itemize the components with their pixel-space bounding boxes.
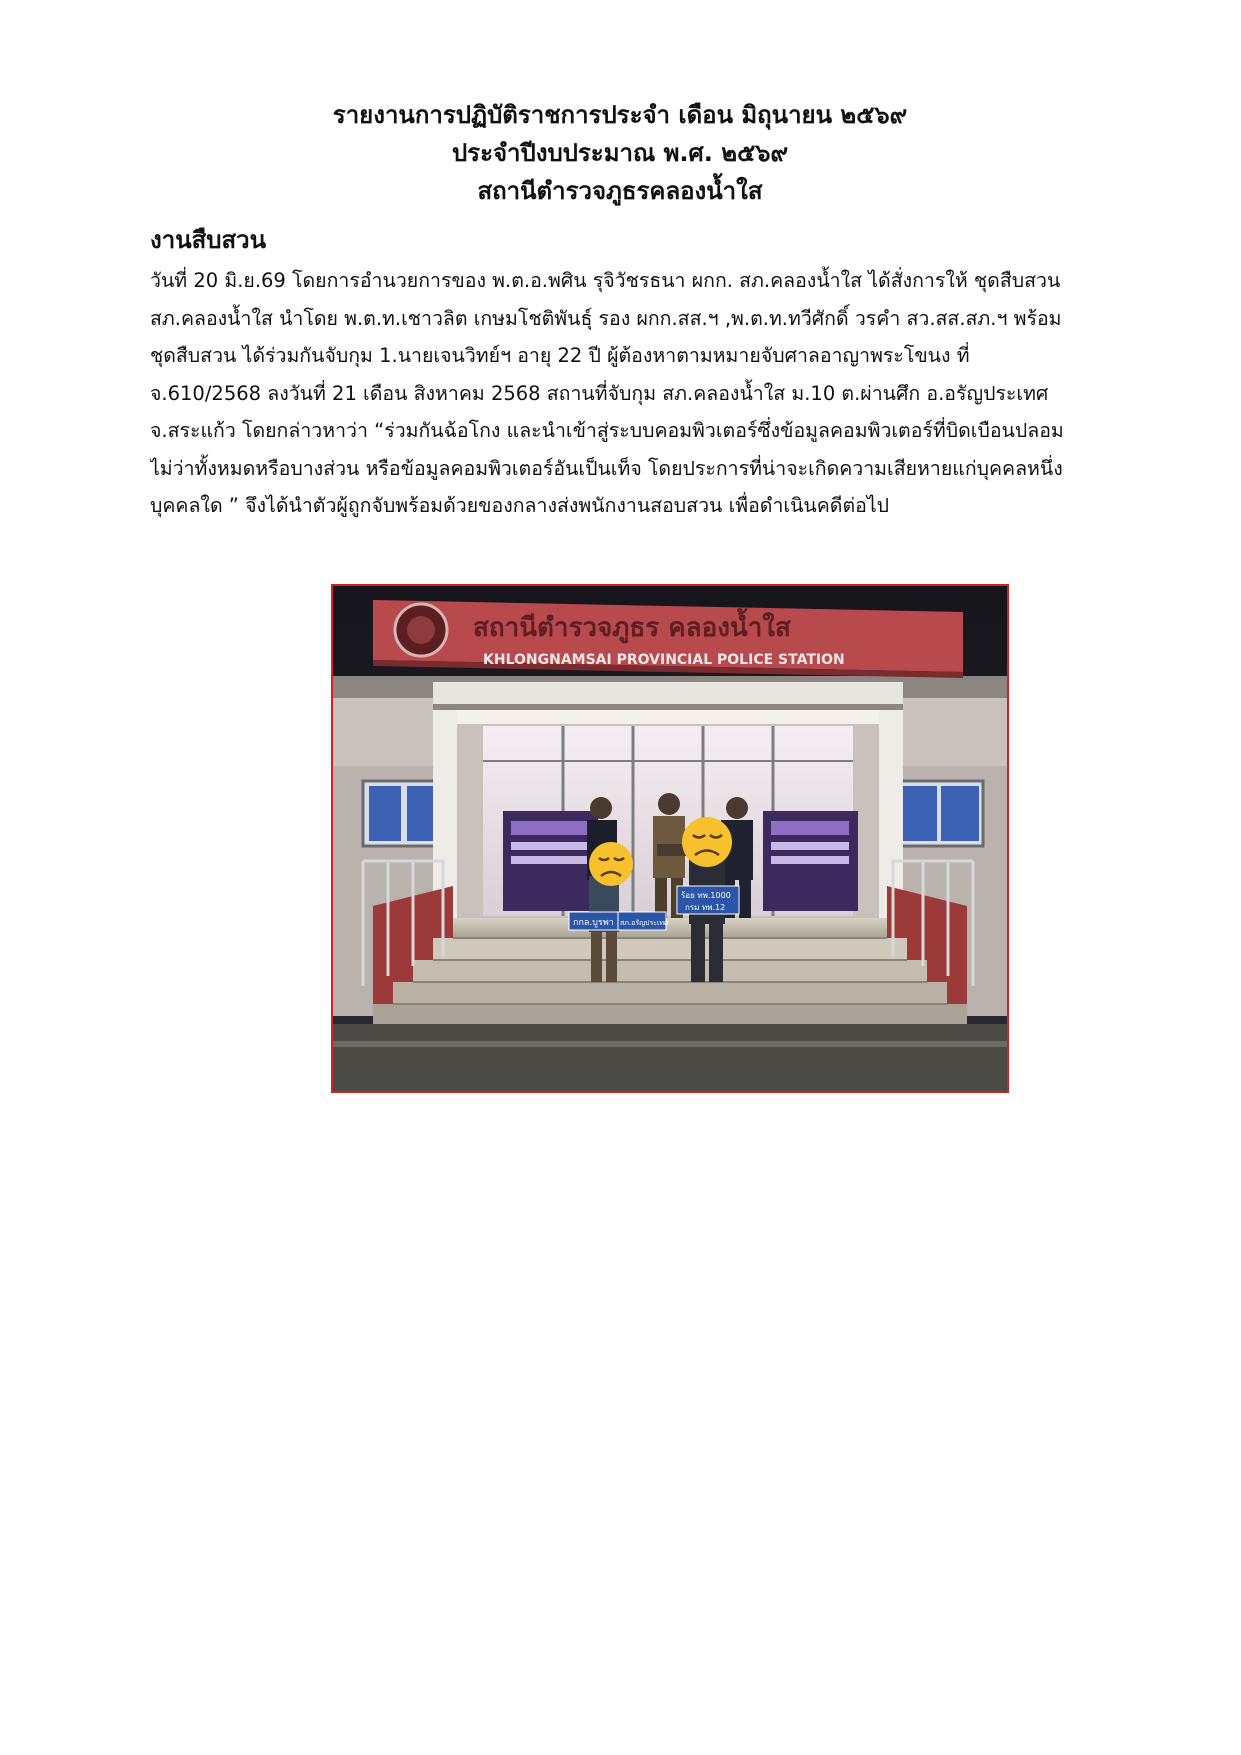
arrest-photo xyxy=(331,584,1009,1093)
disappointed-face-icon xyxy=(682,817,732,867)
police-station-sign xyxy=(373,600,963,678)
placard-left-1: กกล.บูรพา xyxy=(573,918,614,928)
placard-right-1: ร้อย ทพ.1000 xyxy=(681,891,731,900)
heading-title: รายงานการปฏิบัติราชการประจำ เดือน มิถุนายน ๒๕๖๙ xyxy=(332,101,908,129)
section-title: งานสืบสวน xyxy=(150,226,267,254)
body-line-5: จ.สระแก้ว โดยกล่าวหาว่า “ร่วมกันฉ้อโกง และนำเข้าสู่ระบบคอมพิวเตอร์ซึ่งข้อมูลคอมพิวเตอร์ที่บิดเบือนปลอม xyxy=(150,419,1064,442)
placard-left-2: สภ.อรัญประเทศ xyxy=(620,919,669,927)
sign-text-thai: สถานีตำรวจภูธร คลองน้ำใส xyxy=(473,613,791,643)
body-line-2: สภ.คลองน้ำใส นำโดย พ.ต.ท.เชาวลิต เกษมโชติพันธุ์ รอง ผกก.สส.ฯ ,พ.ต.ท.ทวีศักดิ์ วรคำ สว.สส.สภ.ฯ พร้อม xyxy=(150,306,1062,330)
heading-fiscal-year: ประจำปีงบประมาณ พ.ศ. ๒๕๖๙ xyxy=(451,139,789,167)
body-line-4: จ.610/2568 ลงวันที่ 21 เดือน สิงหาคม 2568 สถานที่จับกุม สภ.คลองน้ำใส ม.10 ต.ผ่านศึก อ.อรัญประเทศ xyxy=(150,381,1049,405)
report-heading xyxy=(150,96,1090,210)
placard-right-2: กรม ทพ.12 xyxy=(685,903,726,912)
report-body xyxy=(150,262,1090,525)
disappointed-face-icon xyxy=(589,842,633,886)
body-line-7: บุคคลใด ” จึงได้นำตัวผู้ถูกจับพร้อมด้วยของกลางส่งพนักงานสอบสวน เพื่อดำเนินคดีต่อไป xyxy=(150,494,890,517)
body-line-3: ชุดสืบสวน ได้ร่วมกันจับกุม 1.นายเจนวิทย์ฯ อายุ 22 ปี ผู้ต้องหาตามหมายจับศาลอาญาพระโขนง ที่ xyxy=(150,344,970,367)
body-line-1: วันที่ 20 มิ.ย.69 โดยการอำนวยการของ พ.ต.อ.พศิน รุจิวัชรธนา ผกก. สภ.คลองน้ำใส ได้สั่งการให้ ชุดสืบสวน xyxy=(150,269,1061,292)
heading-station: สถานีตำรวจภูธรคลองน้ำใส xyxy=(477,177,763,205)
body-line-6: ไม่ว่าทั้งหมดหรือบางส่วน หรือข้อมูลคอมพิวเตอร์อันเป็นเท็จ โดยประการที่น่าจะเกิดความเสียหายแก่บุคคลหนึ่ง xyxy=(150,456,1063,480)
sign-text-english: KHLONGNAMSAI PROVINCIAL POLICE STATION xyxy=(483,652,845,668)
